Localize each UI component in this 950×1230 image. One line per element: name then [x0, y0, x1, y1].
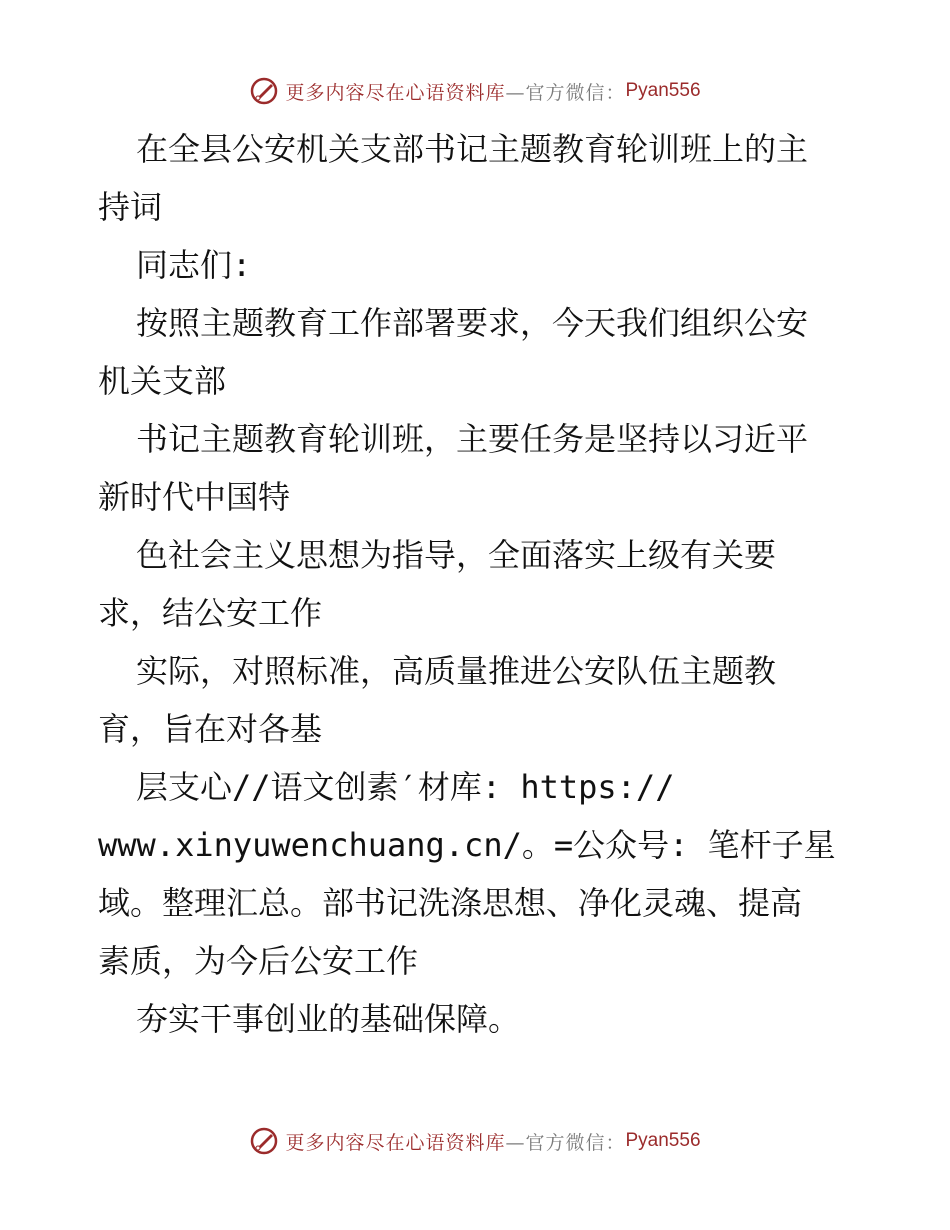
document-line: 机关支部: [98, 362, 227, 400]
banner-wechat-id: Pyan556: [625, 1130, 701, 1151]
document-line: 新时代中国特: [98, 478, 291, 516]
document-line: 层支心//语文创素′材库: https://: [136, 768, 675, 806]
document-line: 域。整理汇总。部书记洗涤思想、净化灵魂、提高: [98, 884, 803, 922]
quill-pen-logo-icon: [249, 76, 279, 106]
banner-main-text: 更多内容尽在心语资料库: [285, 81, 506, 104]
document-line: 同志们:: [136, 246, 252, 284]
banner-wechat-id: Pyan556: [625, 80, 701, 101]
quill-pen-logo-icon: [249, 1126, 279, 1156]
document-line: 育，旨在对各基: [98, 710, 323, 748]
document-line: 色社会主义思想为指导，全面落实上级有关要: [136, 536, 777, 574]
document-line: 在全县公安机关支部书记主题教育轮训班上的主: [136, 130, 809, 168]
document-line: www.xinyuwenchuang.cn/。=公众号: 笔杆子星: [98, 826, 836, 864]
document-line: 实际，对照标准，高质量推进公安队伍主题教: [136, 652, 777, 690]
footer-banner: [0, 1121, 950, 1161]
document-line: 书记主题教育轮训班，主要任务是坚持以习近平: [136, 420, 809, 458]
document-line: 求，结公安工作: [98, 594, 323, 632]
header-banner: [0, 71, 950, 111]
banner-main-text: 更多内容尽在心语资料库: [285, 1131, 506, 1154]
document-line: 素质，为今后公安工作: [98, 942, 419, 980]
document-line: 持词: [98, 188, 163, 226]
banner-sub-text: —官方微信：: [505, 1131, 626, 1154]
document-body: [98, 120, 858, 1048]
document-line: 按照主题教育工作部署要求，今天我们组织公安: [136, 304, 809, 342]
document-line: 夯实干事创业的基础保障。: [136, 1000, 521, 1038]
banner-sub-text: —官方微信：: [505, 81, 626, 104]
